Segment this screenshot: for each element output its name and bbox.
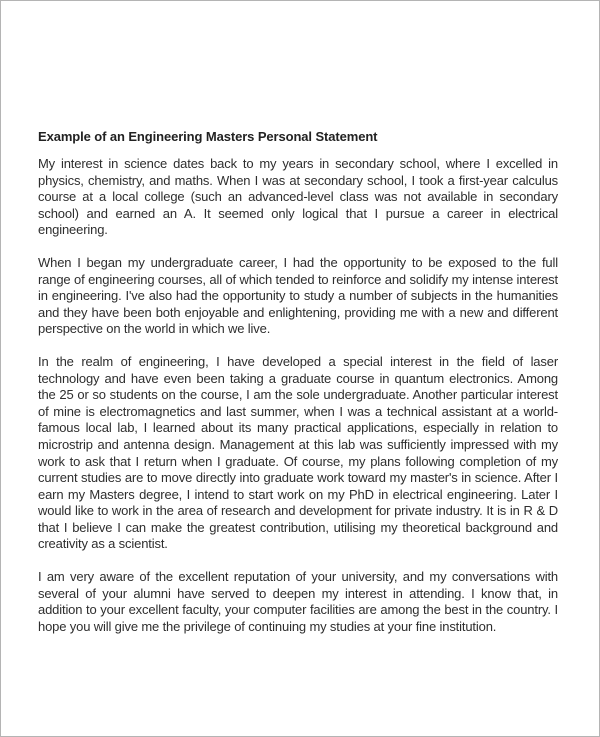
paragraph-2 <box>38 255 558 338</box>
text-line: When I began my undergraduate career, I had the opportunity to be exposed to the full <box>38 254 558 270</box>
text-line: microstrip and antenna design. Management at this lab was sufficiently impressed with my <box>38 436 558 452</box>
text-line: in engineering. I've also had the opportunity to study a number of subjects in the humanities <box>38 288 558 304</box>
text-line: addition to your excellent faculty, your computer facilities are among the best in the country. I <box>38 602 558 618</box>
text-line: the 25 or so students on the course, I am the sole undergraduate. Another particular interest <box>38 387 558 403</box>
document-content <box>38 129 558 651</box>
text-line: work to ask that I return when I graduate. Of course, my plans following completion of my <box>38 453 558 469</box>
text-line: school) and earned an A. It seemed only logical that I pursue a career in electrical <box>38 205 558 221</box>
text-line: that I believe I can make the greatest contribution, utilising my theoretical background and <box>38 519 558 535</box>
text-line: engineering. <box>38 222 108 238</box>
text-line: would like to work in the area of research and development for private industry. It is in R & D <box>38 503 558 519</box>
paragraph-4 <box>38 569 558 635</box>
text-line: technology and have even been taking a graduate course in quantum electronics. Among <box>38 370 558 386</box>
text-line: In the realm of engineering, I have developed a special interest in the field of laser <box>38 353 558 369</box>
text-line: of mine is electromagnetics and last summer, when I was a technical assistant at a world- <box>38 403 558 419</box>
text-line: and they have been both enjoyable and enlightening, providing me with a new and different <box>38 304 558 320</box>
text-line: I am very aware of the excellent reputation of your university, and my conversations with <box>38 569 558 585</box>
text-line: My interest in science dates back to my years in secondary school, where I excelled in <box>38 156 558 171</box>
text-line: hope you will give me the privilege of continuing my studies at your fine institution. <box>38 618 497 634</box>
text-line: several of your alumni have served to deepen my interest in attending. I know that, in <box>38 585 558 601</box>
text-line: creativity as a scientist. <box>38 536 168 552</box>
paragraph-3 <box>38 354 558 553</box>
text-line: current studies are to move directly into graduate work toward my master's in science. After I <box>38 470 558 486</box>
paragraph-1 <box>38 156 558 239</box>
text-line: perspective on the world in which we live. <box>38 321 271 337</box>
document-title: Example of an Engineering Masters Personal Statement <box>38 129 378 144</box>
text-line: physics, chemistry, and maths. When I was at secondary school, I took a first-year calculus <box>38 172 558 188</box>
text-line: range of engineering courses, all of which tended to reinforce and solidify my intense interest <box>38 271 558 287</box>
text-line: course at a local college (such an advanced-level class was not available in secondary <box>38 189 558 205</box>
text-line: famous local lab, I learned about its many practical applications, especially in relation to <box>38 420 558 436</box>
text-line: earn my Masters degree, I intend to start work on my PhD in electrical engineering. Later I <box>38 486 558 502</box>
